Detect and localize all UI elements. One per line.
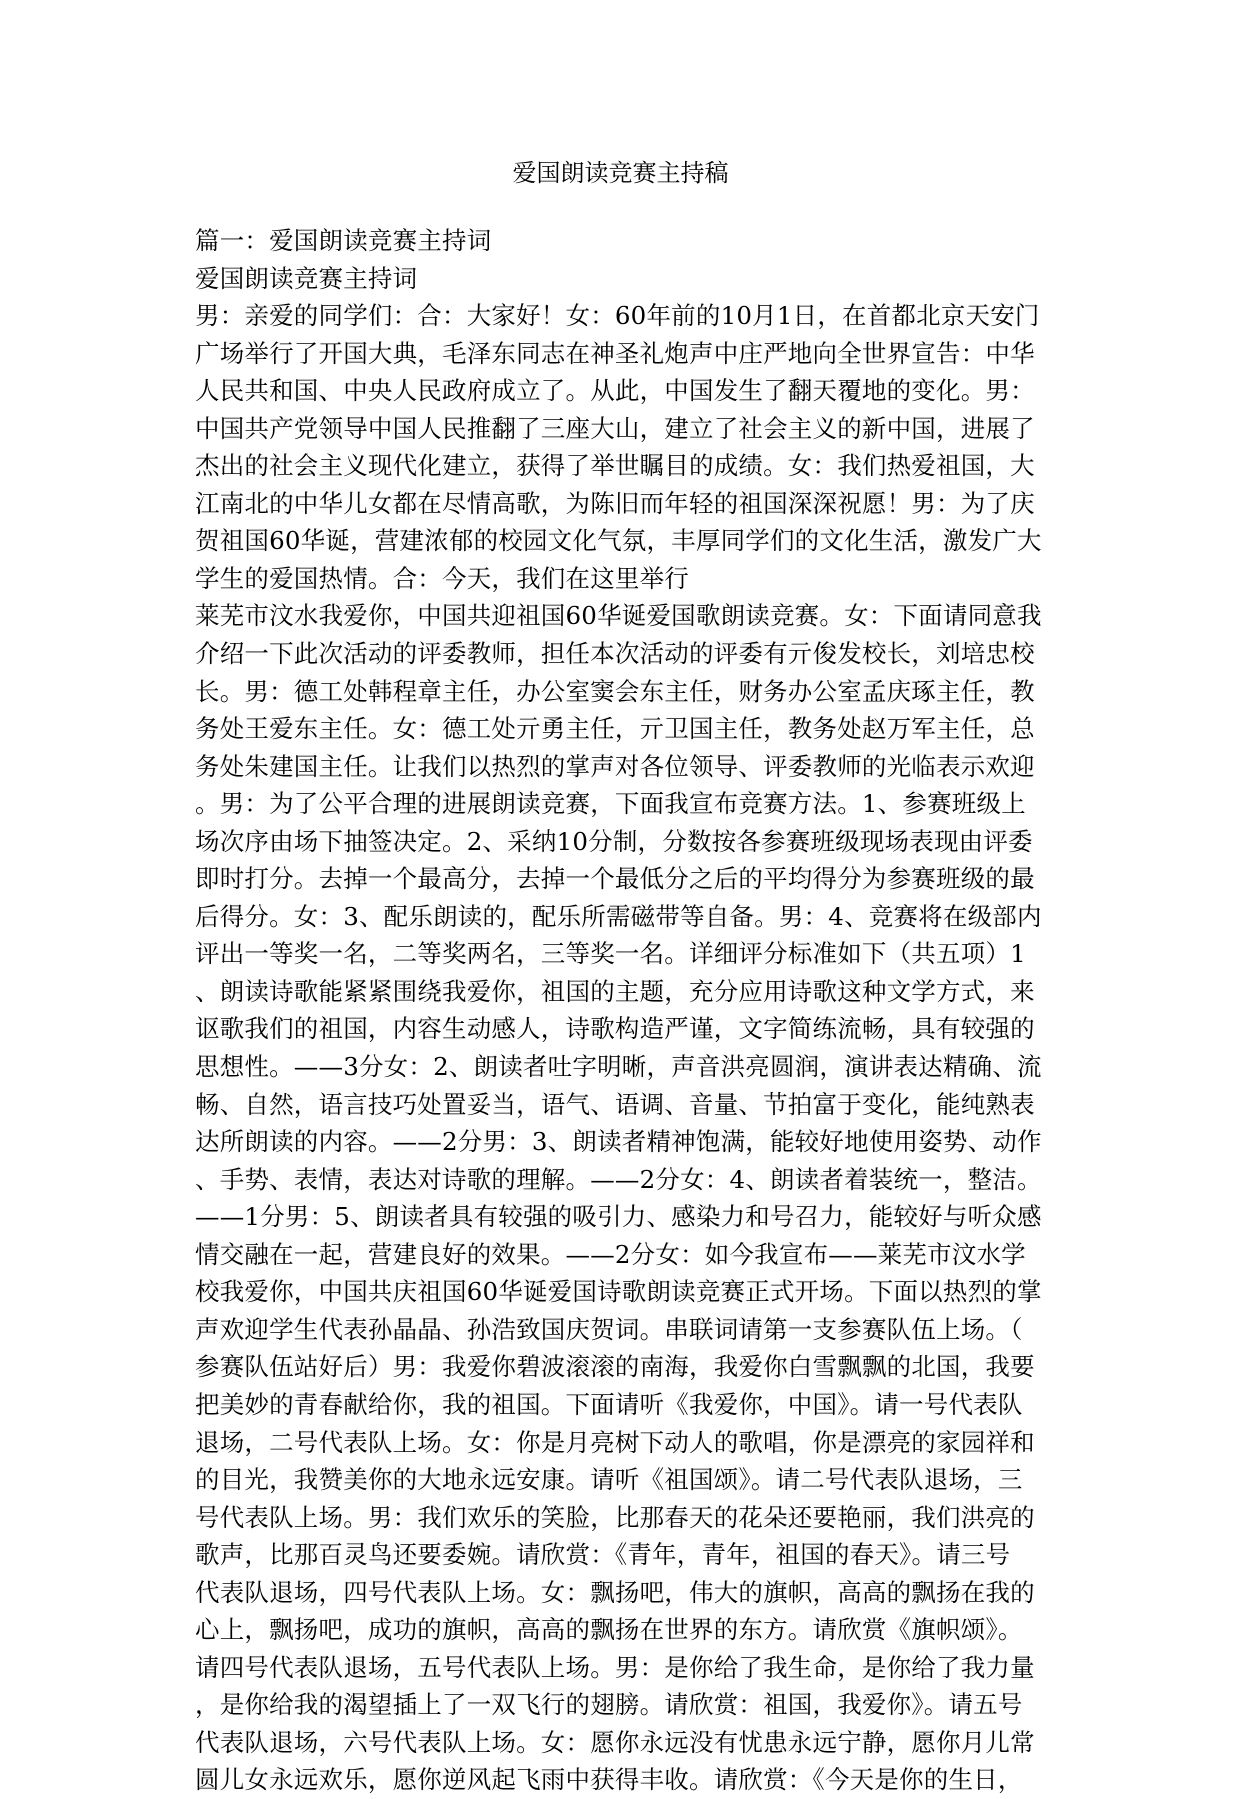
text-line: 声欢迎学生代表孙晶晶、孙浩致国庆贺词。串联词请第一支参赛队伍上场。（ (195, 1314, 1023, 1344)
text-line: 篇一：爱国朗读竞赛主持词 (195, 226, 492, 255)
text-line: 、手势、表情，表达对诗歌的理解。——2分女：4、朗读者着装统一，整洁。 (195, 1164, 1042, 1194)
text-line: ——1分男：5、朗读者具有较强的吸引力、感染力和号召力，能较好与听众感 (195, 1202, 1042, 1232)
text-line: 爱国朗读竞赛主持词 (195, 263, 418, 293)
document-title: 爱国朗读竞赛主持稿 (512, 159, 729, 187)
text-line: 评出一等奖一名，二等奖两名，三等奖一名。详细评分标准如下（共五项）1 (195, 939, 1026, 969)
text-line: 圆儿女永远欢乐，愿你逆风起飞雨中获得丰收。请欣赏：《今天是你的生日， (195, 1765, 1023, 1795)
text-line: 场次序由场下抽签决定。2、采纳10分制，分数按各参赛班级现场表现由评委 (195, 826, 1033, 856)
text-line: 学生的爱国热情。合：今天，我们在这里举行 (195, 563, 689, 593)
text-line: 达所朗读的内容。——2分男：3、朗读者精神饱满，能较好地使用姿势、动作 (195, 1127, 1042, 1157)
text-line: 请四号代表队退场，五号代表队上场。男：是你给了我生命，是你给了我力量 (195, 1652, 1035, 1682)
text-line: 即时打分。去掉一个最高分，去掉一个最低分之后的平均得分为参赛班级的最 (195, 864, 1035, 894)
text-line: 务处朱建国主任。让我们以热烈的掌声对各位领导、评委教师的光临表示欢迎 (195, 751, 1035, 781)
text-line: ，是你给我的渴望插上了一双飞行的翅膀。请欣赏：祖国，我爱你》。请五号 (195, 1690, 1023, 1720)
text-line: 把美妙的青春献给你，我的祖国。下面请听《我爱你，中国》。请一号代表队 (195, 1389, 1023, 1419)
text-line: 校我爱你，中国共庆祖国60华诞爱国诗歌朗读竞赛正式开场。下面以热烈的掌 (195, 1277, 1042, 1307)
text-line: 长。男：德工处韩程章主任，办公室窦会东主任，财务办公室孟庆琢主任，教 (195, 676, 1035, 706)
text-line: 莱芜市汶水我爱你，中国共迎祖国60华诞爱国歌朗读竞赛。女：下面请同意我 (195, 601, 1042, 631)
text-line: 情交融在一起，营建良好的效果。——2分女：如今我宣布——莱芜市汶水学 (195, 1239, 1026, 1269)
text-line: 后得分。女：3、配乐朗读的，配乐所需磁带等自备。男：4、竞赛将在级部内 (195, 901, 1042, 931)
text-line: 畅、自然，语言技巧处置妥当，语气、语调、音量、节拍富于变化，能纯熟表 (195, 1089, 1035, 1119)
document-body (195, 222, 1075, 1799)
text-line: 中国共产党领导中国人民推翻了三座大山，建立了社会主义的新中国，进展了 (195, 413, 1035, 443)
text-line: 杰出的社会主义现代化建立，获得了举世瞩目的成绩。女：我们热爱祖国，大 (195, 451, 1035, 481)
text-line: 男：亲爱的同学们：合：大家好！女：60年前的10月1日，在首都北京天安门 (195, 301, 1040, 331)
text-line: 江南北的中华儿女都在尽情高歌，为陈旧而年轻的祖国深深祝愿！男：为了庆 (195, 488, 1035, 518)
text-line: 参赛队伍站好后）男：我爱你碧波滚滚的南海，我爱你白雪飘飘的北国，我要 (195, 1352, 1035, 1382)
text-line: 广场举行了开国大典，毛泽东同志在神圣礼炮声中庄严地向全世界宣告：中华 (195, 338, 1035, 368)
text-line: 代表队退场，六号代表队上场。女：愿你永远没有忧患永远宁静，愿你月儿常 (195, 1727, 1035, 1757)
text-line: 歌声，比那百灵鸟还要委婉。请欣赏：《青年，青年，祖国的春天》。请三号 (195, 1540, 1011, 1570)
text-line: 的目光，我赞美你的大地永远安康。请听《祖国颂》。请二号代表队退场，三 (195, 1465, 1023, 1495)
text-line: 务处王爱东主任。女：德工处亓勇主任，亓卫国主任，教务处赵万军主任，总 (195, 714, 1035, 744)
text-line: 讴歌我们的祖国，内容生动感人，诗歌构造严谨，文字简练流畅，具有较强的 (195, 1014, 1035, 1044)
text-line: 退场，二号代表队上场。女：你是月亮树下动人的歌唱，你是漂亮的家园祥和 (195, 1427, 1035, 1457)
text-line: 代表队退场，四号代表队上场。女：飘扬吧，伟大的旗帜，高高的飘扬在我的 (195, 1577, 1035, 1607)
text-line: 介绍一下此次活动的评委教师，担任本次活动的评委有亓俊发校长，刘培忠校 (195, 639, 1035, 669)
text-line: 人民共和国、中央人民政府成立了。从此，中国发生了翻天覆地的变化。男： (195, 376, 1035, 406)
text-line: 贺祖国60华诞，营建浓郁的校园文化气氛，丰厚同学们的文化生活，激发广大 (195, 526, 1042, 556)
text-line: 号代表队上场。男：我们欢乐的笑脸，比那春天的花朵还要艳丽，我们洪亮的 (195, 1502, 1035, 1532)
text-line: 思想性。——3分女：2、朗读者吐字明晰，声音洪亮圆润，演讲表达精确、流 (195, 1052, 1042, 1082)
text-line: 、朗读诗歌能紧紧围绕我爱你，祖国的主题，充分应用诗歌这种文学方式，来 (195, 976, 1035, 1006)
text-line: 。男：为了公平合理的进展朗读竞赛，下面我宣布竞赛方法。1、参赛班级上 (195, 789, 1026, 819)
text-line: 心上，飘扬吧，成功的旗帜，高高的飘扬在世界的东方。请欣赏《旗帜颂》。 (195, 1615, 1023, 1645)
